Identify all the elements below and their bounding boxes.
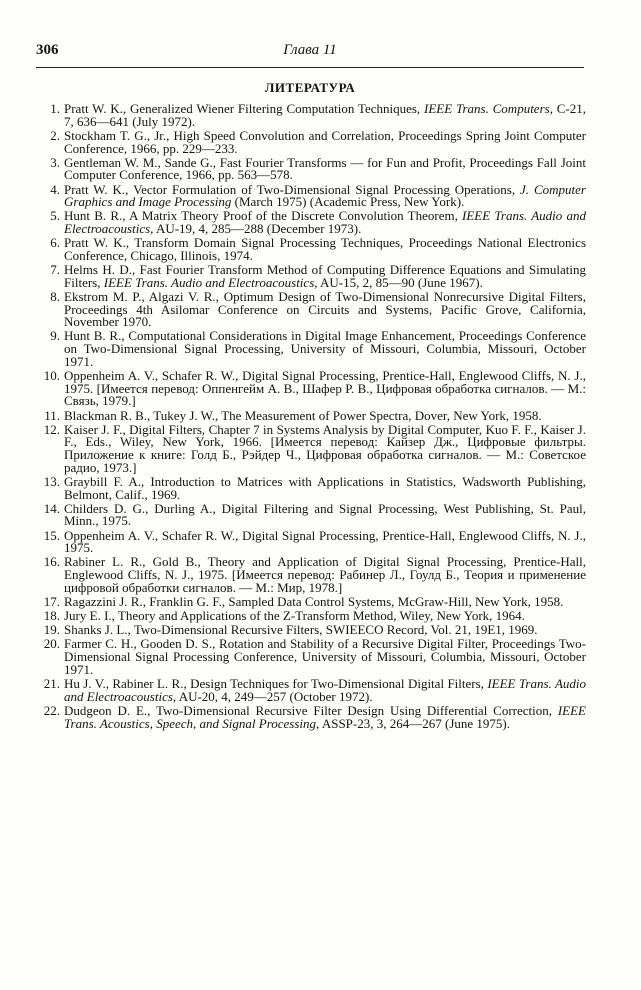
reference-item — [36, 675, 587, 704]
reference-number: 10. — [43, 368, 60, 383]
reference-number: 2. — [50, 127, 60, 143]
reference-number: 13. — [43, 473, 60, 489]
reference-number: 21. — [43, 675, 60, 691]
reference-text: Kaiser J. F., Digital Filters, Chapter 7 in Systems Analysis by Digital Computer, Kuo F. F., Kaiser J. F., Eds., Wiley, New York, 1966. [Имеется перевод: Кайзер Дж., Цифровые фильтры. Приложение к книге: Голд Б., Рэйдер Ч., Цифровая обработка сигналов. — М.: Советское радио, 1973.] — [64, 421, 586, 475]
reference-item — [36, 370, 586, 408]
reference-item — [36, 154, 586, 183]
reference-number: 6. — [50, 235, 60, 251]
reference-item — [36, 288, 586, 330]
reference-item — [36, 407, 586, 423]
reference-item — [36, 330, 586, 368]
reference-text: AU-20, 4, 249—257 (October 1972). — [176, 688, 373, 704]
reference-text: Pratt W. K., Transform Domain Signal Processing Techniques, Proceedings National Electronics Conference, Chicago, Illinois, 1974. — [64, 235, 586, 263]
reference-text: ASSP-23, 3, 264—267 (June 1975). — [319, 715, 510, 731]
reference-source-italic: IEEE Trans. Audio and Electroacoustics, — [64, 208, 586, 237]
reference-number: 12. — [43, 421, 60, 437]
reference-text: (March 1975) (Academic Press, New York). — [231, 194, 465, 210]
reference-text: Dudgeon D. E., Two-Dimensional Recursive Filter Design Using Differential Correction, — [64, 702, 558, 718]
reference-source-italic: J. Computer Graphics and Image Processing — [64, 181, 586, 210]
reference-item — [36, 421, 586, 475]
reference-item — [36, 556, 586, 594]
reference-number: 7. — [50, 262, 60, 278]
reference-text: Rabiner L. R., Gold B., Theory and Application of Digital Signal Processing, Prentice-Hall, Englewood Cliffs, N. J., 1975. [Имеется перевод: Рабинер Л., Гоулд Б., Теория и применение цифровой обработки сигналов. — М.: Мир, 1978.] — [64, 554, 586, 595]
reference-source-italic: IEEE Trans. Acoustics, Speech, and Signal Processing, — [64, 702, 586, 731]
page-number: 306 — [36, 42, 59, 58]
reference-item — [36, 624, 586, 637]
reference-text: Hunt B. R., A Matrix Theory Proof of the Discrete Convolution Theorem, — [64, 208, 463, 224]
chapter-title: Глава 11 — [283, 42, 337, 58]
reference-item — [36, 473, 586, 502]
reference-text: Pratt W. K., Generalized Wiener Filtering Computation Techniques, — [64, 101, 424, 116]
reference-source-italic: IEEE Trans. Computers, — [423, 101, 553, 116]
reference-number: 1. — [50, 101, 60, 116]
reference-text: Graybill F. A., Introduction to Matrices with Applications in Statistics, Wadsworth Publishing, Belmont, Calif., 1969. — [64, 473, 586, 502]
reference-number: 14. — [43, 500, 60, 516]
reference-text: Farmer C. H., Gooden D. S., Rotation and Stability of a Recursive Digital Filter, Proceedings Two-Dimensional Signal Processing Conference, University of Missouri, Columbia, Missouri, October 1971. — [64, 636, 586, 677]
reference-text: AU-15, 2, 85—90 (June 1967). — [317, 274, 483, 290]
reference-item — [36, 500, 586, 529]
reference-number: 5. — [50, 208, 60, 224]
reference-text: Blackman R. B., Tukey J. W., The Measurement of Power Spectra, Dover, New York, 1958. — [64, 407, 542, 423]
reference-text: Ragazzini J. R., Franklin G. F., Sampled Data Control Systems, McGraw-Hill, New York, 1958. — [64, 594, 564, 610]
reference-text: Jury E. I., Theory and Applications of the Z-Transform Method, Wiley, New York, 1964. — [64, 608, 525, 624]
reference-number: 20. — [43, 636, 60, 652]
reference-text: Oppenheim A. V., Schafer R. W., Digital Signal Processing, Prentice-Hall, Englewood Cliffs, N. J., 1975. [Имеется перевод: Оппенгейм А. В., Шафер Р. В., Цифровая обработка сигналов. — М.: Связь, 1979.] — [64, 368, 586, 409]
reference-text: Ekstrom M. P., Algazi V. R., Optimum Design of Two-Dimensional Nonrecursive Digital Filters, Proceedings 4th Asilomar Conference on Circuits and Systems, Pacific Grove, California, November 1970. — [64, 288, 586, 330]
reference-item — [36, 181, 586, 210]
reference-item — [36, 610, 586, 623]
reference-item — [36, 596, 586, 609]
reference-number: 9. — [50, 328, 60, 344]
reference-number: 4. — [50, 181, 60, 197]
reference-number: 3. — [50, 154, 60, 170]
reference-list — [36, 103, 586, 732]
reference-item — [36, 103, 586, 128]
reference-text: Stockham T. G., Jr., High Speed Convolution and Correlation, Proceedings Spring Joint Computer Conference, 1966, pp. 229—233. — [64, 127, 586, 156]
running-header — [36, 42, 584, 64]
reference-source-italic: IEEE Trans. Audio and Electroacoustics, — [103, 274, 318, 290]
reference-text: Shanks J. L., Two-Dimensional Recursive Filters, SWIEECO Record, Vol. 21, 19E1, 1969. — [64, 622, 538, 638]
reference-source-italic: IEEE Trans. Audio and Electroacoustics, — [64, 675, 587, 704]
reference-number: 8. — [50, 288, 60, 304]
reference-text: Hu J. V., Rabiner L. R., Design Techniques for Two-Dimensional Digital Filters, — [64, 675, 488, 691]
reference-text: Helms H. D., Fast Fourier Transform Method of Computing Difference Equations and Simulating Filters, — [64, 262, 586, 290]
reference-item — [36, 702, 586, 731]
reference-number: 17. — [43, 594, 60, 610]
reference-number: 15. — [43, 527, 60, 543]
reference-item — [36, 127, 586, 156]
reference-text: C-21, 7, 636—641 (July 1972). — [64, 101, 587, 129]
references-heading: ЛИТЕРАТУРА — [264, 80, 356, 95]
reference-number: 16. — [43, 554, 60, 570]
reference-text: Pratt W. K., Vector Formulation of Two-Dimensional Signal Processing Operations, — [64, 181, 521, 197]
reference-item — [36, 264, 586, 289]
reference-text: Oppenheim A. V., Schafer R. W., Digital Signal Processing, Prentice-Hall, Englewood Cliffs, N. J., 1975. — [64, 527, 586, 556]
reference-item — [36, 237, 586, 262]
reference-item — [36, 210, 586, 235]
reference-text: Childers D. G., Durling A., Digital Filtering and Signal Processing, West Publishing, St. Paul, Minn., 1975. — [64, 500, 586, 529]
header-rule — [36, 67, 584, 68]
reference-number: 22. — [43, 702, 60, 718]
reference-text: Hunt B. R., Computational Considerations in Digital Image Enhancement, Proceedings Conference on Two-Dimensional Signal Processing, University of Missouri, Columbia, Missouri, October 1971. — [64, 328, 586, 369]
reference-text: Gentleman W. M., Sande G., Fast Fourier Transforms — for Fun and Profit, Proceedings Fall Joint Computer Conference, 1966, pp. 563—578. — [64, 154, 586, 183]
reference-text: AU-19, 4, 285—288 (December 1973). — [153, 221, 362, 237]
reference-number: 19. — [43, 622, 60, 638]
reference-number: 11. — [44, 407, 60, 423]
reference-item — [36, 638, 586, 676]
reference-item — [36, 527, 586, 556]
reference-number: 18. — [43, 608, 60, 624]
